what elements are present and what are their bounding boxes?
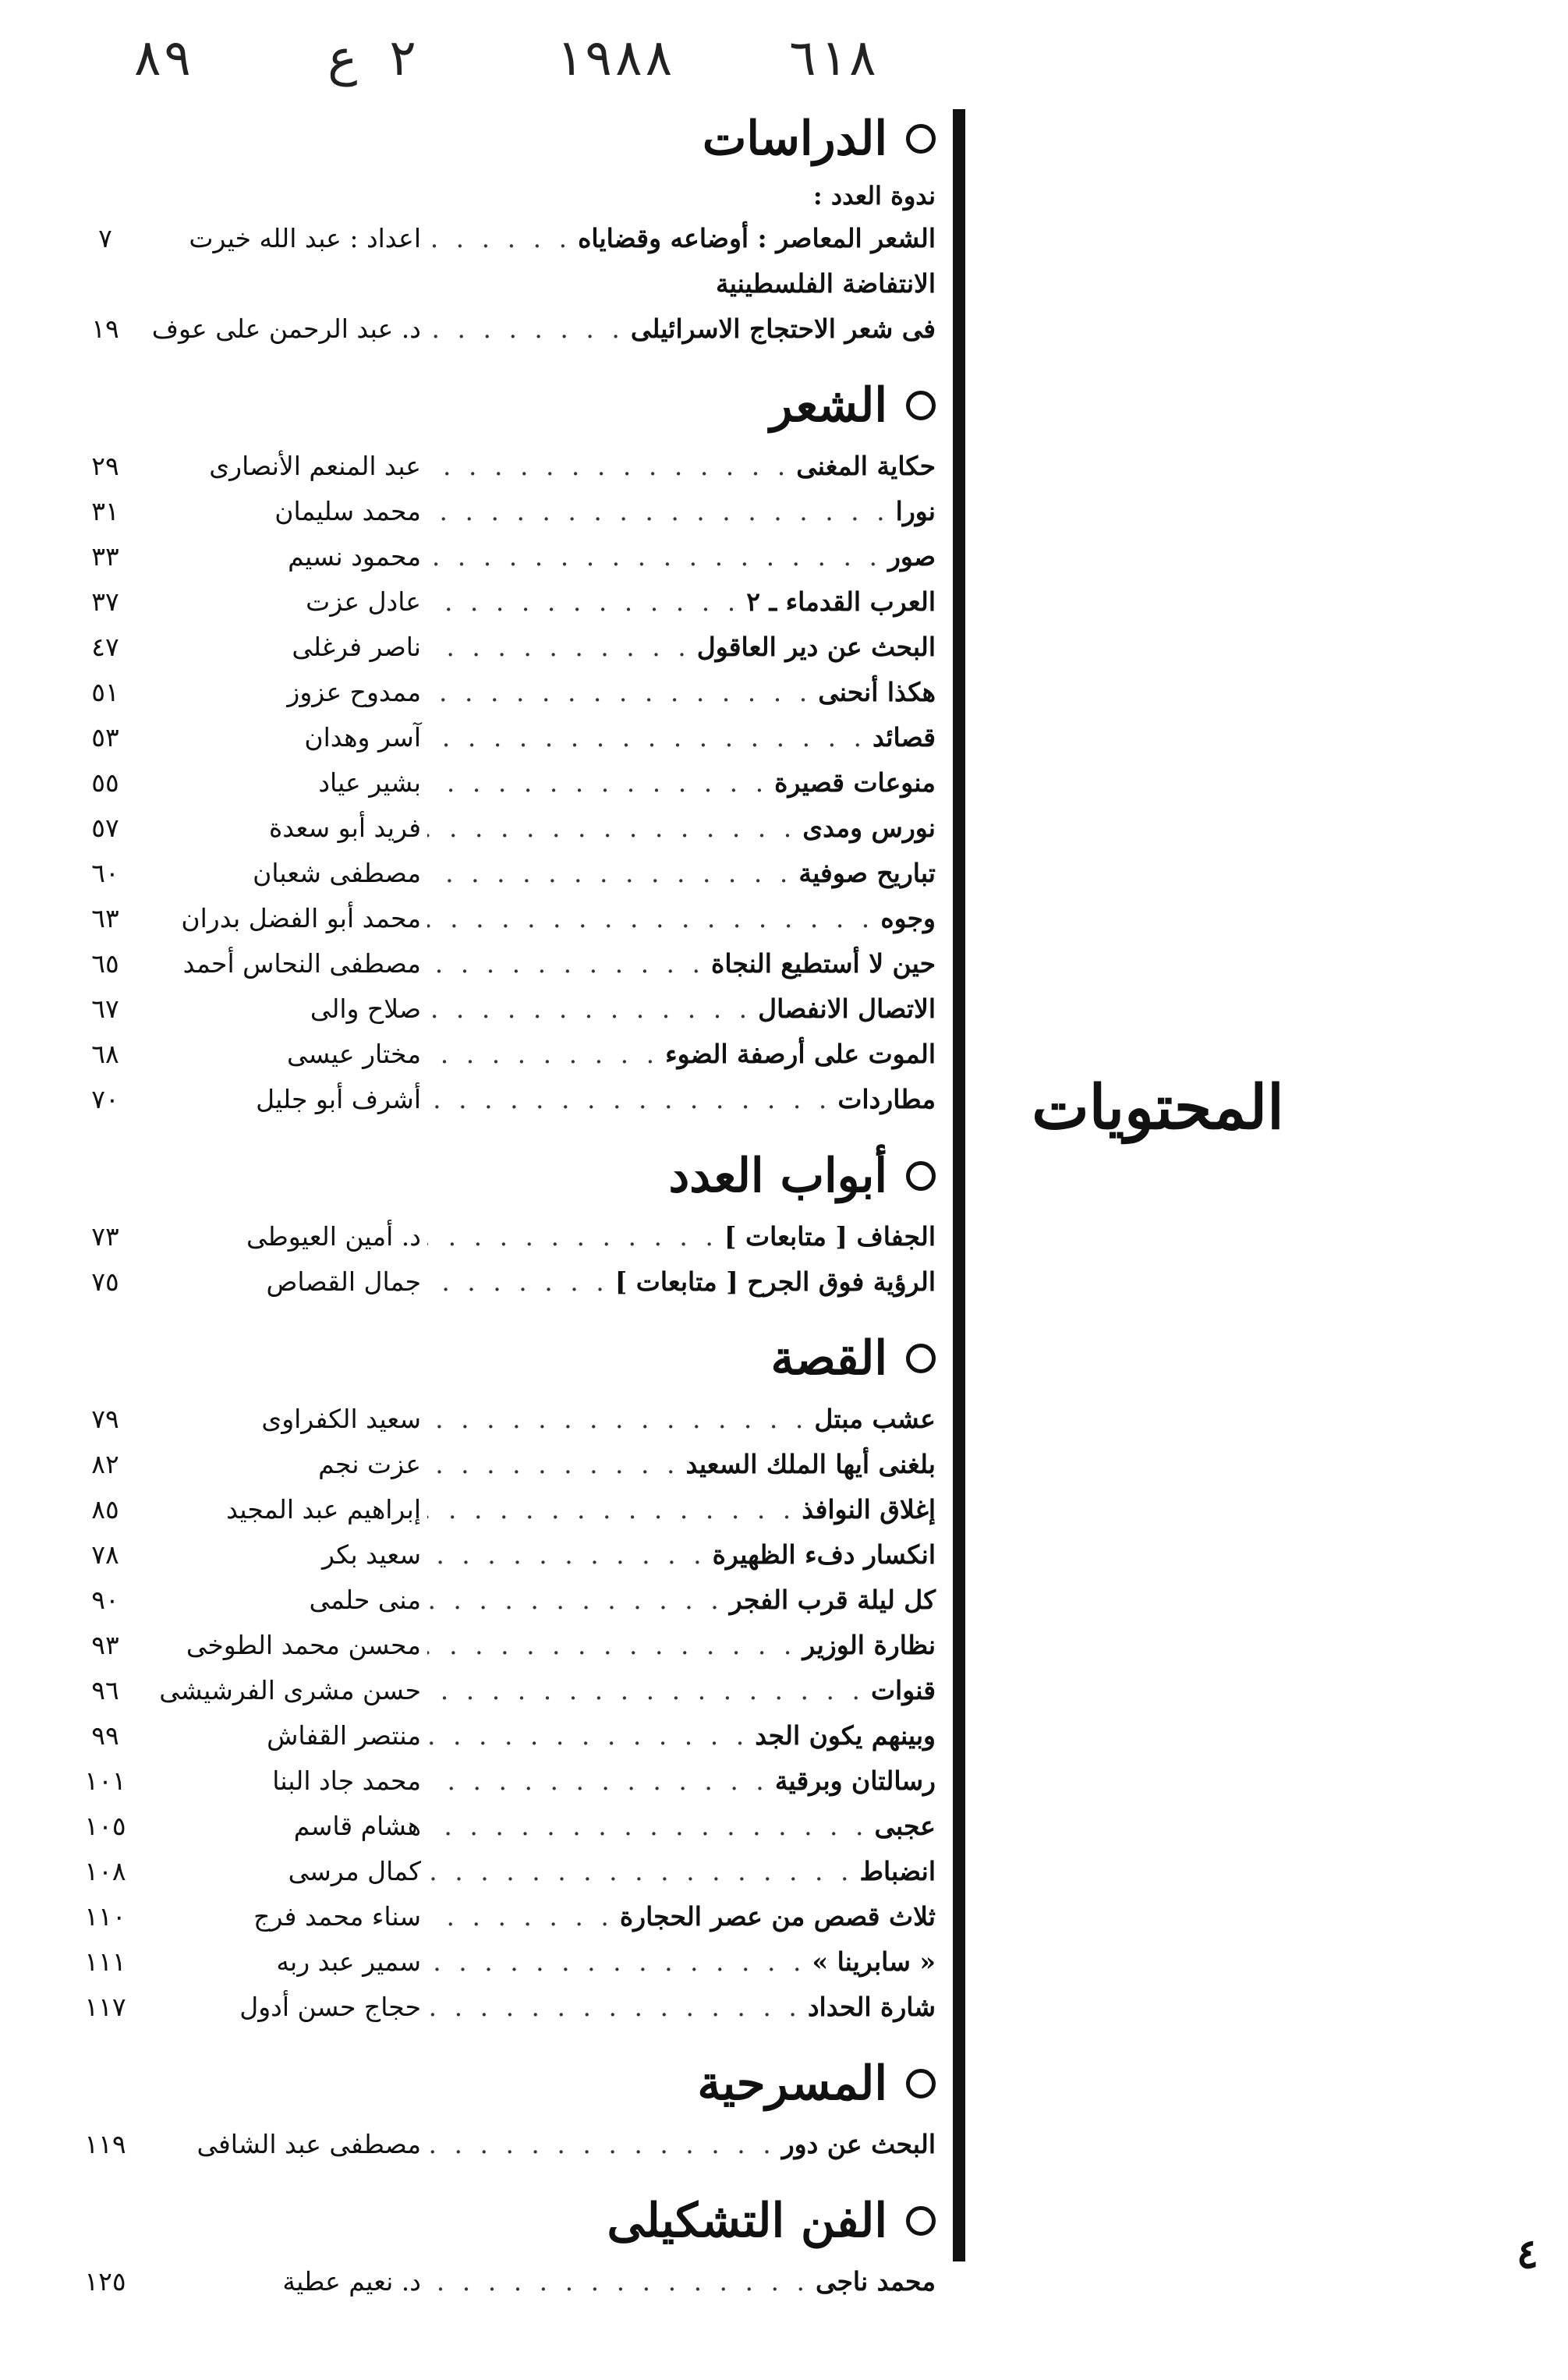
leader-dots [427,993,752,1024]
entry-author: جمال القصاص [266,1266,421,1297]
toc-entry [47,579,936,624]
leader-dots [427,1811,869,1841]
handwritten-mark-4: ٦١٨ [788,30,878,87]
circle-bullet-icon [906,124,936,154]
leader-dots [427,496,890,526]
leader-dots [427,313,625,344]
entry-author: أشرف أبو جليل [256,1083,421,1114]
entry-page: ٧٣ [91,1220,119,1252]
leader-dots [427,1630,796,1660]
entry-page: ٢٩ [91,450,119,481]
entry-title: قصائد [872,721,936,753]
circle-bullet-icon [906,2206,936,2236]
entry-title: « سابرينا » [812,1946,936,1977]
entry-author: مصطفى شعبان [253,857,421,888]
leader-dots [427,1766,769,1796]
leader-dots [427,1039,659,1069]
toc-entry [47,1712,936,1758]
toc-entry [47,306,936,351]
entry-title: شارة الحداد [807,1991,936,2022]
toc-entry [47,2121,936,2166]
entry-author: سمير عبد ربه [276,1946,421,1977]
entry-author: آسر وهدان [304,721,421,753]
entry-page: ١٠٨ [84,1855,126,1886]
entry-page: ٩٣ [91,1629,119,1660]
entry-page: ٧ [98,222,112,253]
handwritten-mark-2: ٢ ع [327,30,418,87]
toc-entry [47,443,936,488]
entry-title: نظارة الوزير [802,1629,936,1660]
entry-author: مصطفى النحاس أحمد [182,947,421,979]
entry-title: حكاية المغنى [796,450,936,481]
toc-entry [47,2258,936,2304]
leader-dots [427,2266,809,2297]
entry-title: الموت على أرصفة الضوء [665,1038,936,1069]
entry-title: الرؤية فوق الجرح [ متابعات ] [614,1266,936,1297]
entry-title: وجوه [880,902,936,933]
vertical-divider [953,109,965,2261]
entry-author: سناء محمد فرج [253,1900,421,1932]
leader-dots [427,722,866,753]
leader-dots [427,1720,749,1751]
entry-page: ٦٣ [91,902,119,933]
section-title-text: الفن التشكيلى [607,2194,887,2248]
entry-page: ٦٨ [91,1038,119,1069]
entry-page: ٩٠ [91,1584,119,1615]
leader-dots [427,2129,776,2159]
leader-dots [427,1585,724,1615]
entry-author: منتصر القفاش [267,1719,421,1751]
leader-dots [427,1494,795,1525]
entry-page: ١٢٥ [84,2265,126,2297]
entry-author: محمد سليمان [274,495,421,526]
entry-title: نورا [895,495,936,526]
entry-author: كمال مرسى [288,1855,421,1886]
toc-entry [47,1441,936,1486]
toc-entry [47,895,936,940]
section-title [47,2046,936,2121]
section-title [47,1139,936,1213]
entry-title: مطاردات [837,1083,936,1114]
entry-title: الشعر المعاصر : أوضاعه وقضاياه [578,222,936,253]
entry-title: انضباط [859,1855,936,1886]
section-title-text: الدراسات [702,112,887,166]
entry-page: ٧٥ [91,1266,119,1297]
section-title [47,1321,936,1396]
toc-entry [47,1984,936,2029]
circle-bullet-icon [906,2069,936,2098]
toc-entry [47,714,936,760]
page-number: ٤ [1517,2230,1538,2278]
entry-page: ٧٨ [91,1539,119,1570]
entry-page: ٥١ [91,676,119,707]
entry-page: ١١٠ [84,1900,126,1932]
leader-dots [427,813,796,843]
entry-title: العرب القدماء ـ ٢ [746,586,936,617]
entry-author: منى حلمى [309,1584,421,1615]
toc-entry [47,1577,936,1622]
toc-entry [47,760,936,805]
entry-page: ٣١ [91,495,119,526]
entry-title: البحث عن دير العاقول [696,631,936,662]
entry-page: ١١٩ [84,2128,126,2159]
entry-title: انكسار دفء الظهيرة [712,1539,936,1570]
toc-entry [47,1031,936,1076]
toc-entry [47,1893,936,1939]
entry-page: ٧٠ [91,1083,119,1114]
entry-page: ٣٣ [91,540,119,572]
toc-entry [47,1622,936,1667]
entry-page: ٩٦ [91,1674,119,1705]
toc-entry [47,260,936,306]
entry-page: ٩٩ [91,1719,119,1751]
entry-page: ١٩ [91,313,119,344]
entry-page: ٣٧ [91,586,119,617]
toc-entry [47,850,936,895]
entry-author: ممدوح عزوز [287,676,421,707]
entry-author: عبد المنعم الأنصارى [209,450,421,481]
entry-author: فريد أبو سعدة [268,812,421,843]
entry-title: رسالتان وبرقية [774,1765,936,1796]
entry-title: عشب مبتل [814,1403,936,1434]
toc-entry [47,986,936,1031]
toc-entry [47,624,936,669]
leader-dots [427,767,768,798]
entry-page: ٤٧ [91,631,119,662]
entry-author: د. أمين العيوطى [246,1220,421,1252]
leader-dots [427,1266,609,1297]
toc-entry [47,1939,936,1984]
entry-title: محمد ناجى [815,2265,936,2297]
leader-dots [427,1992,802,2022]
circle-bullet-icon [906,391,936,420]
leader-dots [427,1856,853,1886]
section-title-text: أبواب العدد [668,1149,887,1203]
entry-author: د. نعيم عطية [282,2265,421,2297]
leader-dots [427,1221,718,1252]
toc-entry [47,669,936,714]
section-title-text: المسرحية [697,2056,887,2111]
leader-dots [427,1946,805,1977]
entry-title: تباريح صوفية [798,857,936,888]
entry-author: إبراهيم عبد المجيد [226,1493,421,1525]
entry-page: ١١٧ [84,1991,126,2022]
entry-page: ٥٣ [91,721,119,753]
entry-page: ١١١ [84,1946,126,1977]
entry-title: فى شعر الاحتجاج الاسرائيلى [630,313,936,344]
entry-author: بشير عياد [318,767,421,798]
entry-author: مصطفى عبد الشافى [196,2128,421,2159]
section-title [47,101,936,176]
side-title: المحتويات [1032,1072,1284,1143]
toc-entry [47,1667,936,1712]
toc-entry [47,488,936,533]
entry-page: ١٠١ [84,1765,126,1796]
entry-page: ٨٥ [91,1493,119,1525]
toc-entry [47,1259,936,1304]
entry-author: عزت نجم [318,1448,421,1479]
handwritten-mark-1: ٨٩ [133,30,193,87]
entry-title: إغلاق النوافذ [802,1493,936,1525]
entry-author: هشام قاسم [293,1810,421,1841]
leader-dots [427,451,790,481]
entry-author: صلاح والى [310,993,421,1024]
leader-dots [427,1084,831,1114]
circle-bullet-icon [906,1161,936,1191]
entry-author: عادل عزت [306,586,421,617]
leader-dots [427,1404,808,1434]
entry-title: نورس ومدى [802,812,936,843]
toc-entry [47,1758,936,1803]
entry-author: د. عبد الرحمن على عوف [151,313,421,344]
section-title [47,2183,936,2258]
entry-page: ٦٧ [91,993,119,1024]
handwritten-header [117,22,912,108]
handwritten-mark-3: ١٩٨٨ [554,30,674,87]
leader-dots [427,223,572,253]
section-title-text: القصة [770,1331,887,1386]
entry-title: ثلاث قصص من عصر الحجارة [619,1900,936,1932]
section-title [47,368,936,443]
entry-page: ٦٥ [91,947,119,979]
entry-page: ٧٩ [91,1403,119,1434]
entry-title: منوعات قصيرة [774,767,936,798]
entry-author: محسن محمد الطوخى [186,1629,421,1660]
entry-title: الجفاف [ متابعات ] [724,1220,936,1252]
leader-dots [427,1901,614,1932]
entry-title: كل ليلة قرب الفجر [729,1584,936,1615]
entry-title: البحث عن دور [781,2128,936,2159]
entry-author: حجاج حسن أدول [239,1991,421,2022]
entry-page: ٥٧ [91,812,119,843]
entry-title: الانتفاضة الفلسطينية [716,267,936,299]
leader-dots [427,903,874,933]
leader-dots [427,541,882,572]
entry-page: ٨٢ [91,1448,119,1479]
toc-entry [47,1486,936,1532]
toc-entry [47,533,936,579]
entry-page: ٦٠ [91,857,119,888]
entry-author: ناصر فرغلى [292,631,421,662]
toc-entry [47,940,936,986]
circle-bullet-icon [906,1344,936,1373]
section-note: ندوة العدد : [812,181,936,211]
entry-title: قنوات [870,1674,936,1705]
entry-author: اعداد : عبد الله خيرت [189,222,421,253]
toc-entry [47,1803,936,1848]
entry-title: الاتصال الانفصال [758,993,936,1024]
toc-entry [47,215,936,260]
entry-title: هكذا أنحنى [818,676,936,707]
entry-title: صور [887,540,936,572]
entry-author: حسن مشرى الفرشيشى [159,1674,421,1705]
toc-entry [47,1076,936,1121]
toc-entry [47,1848,936,1893]
entry-page: ١٠٥ [84,1810,126,1841]
entry-title: وبينهم يكون الجد [755,1719,936,1751]
leader-dots [427,1449,680,1479]
table-of-contents [47,101,936,2304]
toc-entry [47,1396,936,1441]
entry-title: عجبى [874,1810,936,1841]
leader-dots [427,858,792,888]
section-title-text: الشعر [770,378,887,433]
entry-author: سعيد بكر [322,1539,421,1570]
leader-dots [427,632,691,662]
entry-author: مختار عيسى [286,1038,421,1069]
entry-author: محمد جاد البنا [272,1765,421,1796]
entry-page: ٥٥ [91,767,119,798]
leader-dots [427,677,812,707]
toc-entry [47,805,936,850]
entry-author: محمد أبو الفضل بدران [181,902,421,933]
entry-author: سعيد الكفراوى [261,1403,421,1434]
leader-dots [427,1539,706,1570]
leader-dots [427,1675,865,1705]
entry-title: بلغنى أيها الملك السعيد [685,1448,936,1479]
entry-title: حين لا أستطيع النجاة [711,947,936,979]
entry-author: محمود نسيم [288,540,421,572]
leader-dots [427,948,705,979]
leader-dots [427,586,740,617]
toc-entry [47,1213,936,1259]
toc-entry [47,1532,936,1577]
